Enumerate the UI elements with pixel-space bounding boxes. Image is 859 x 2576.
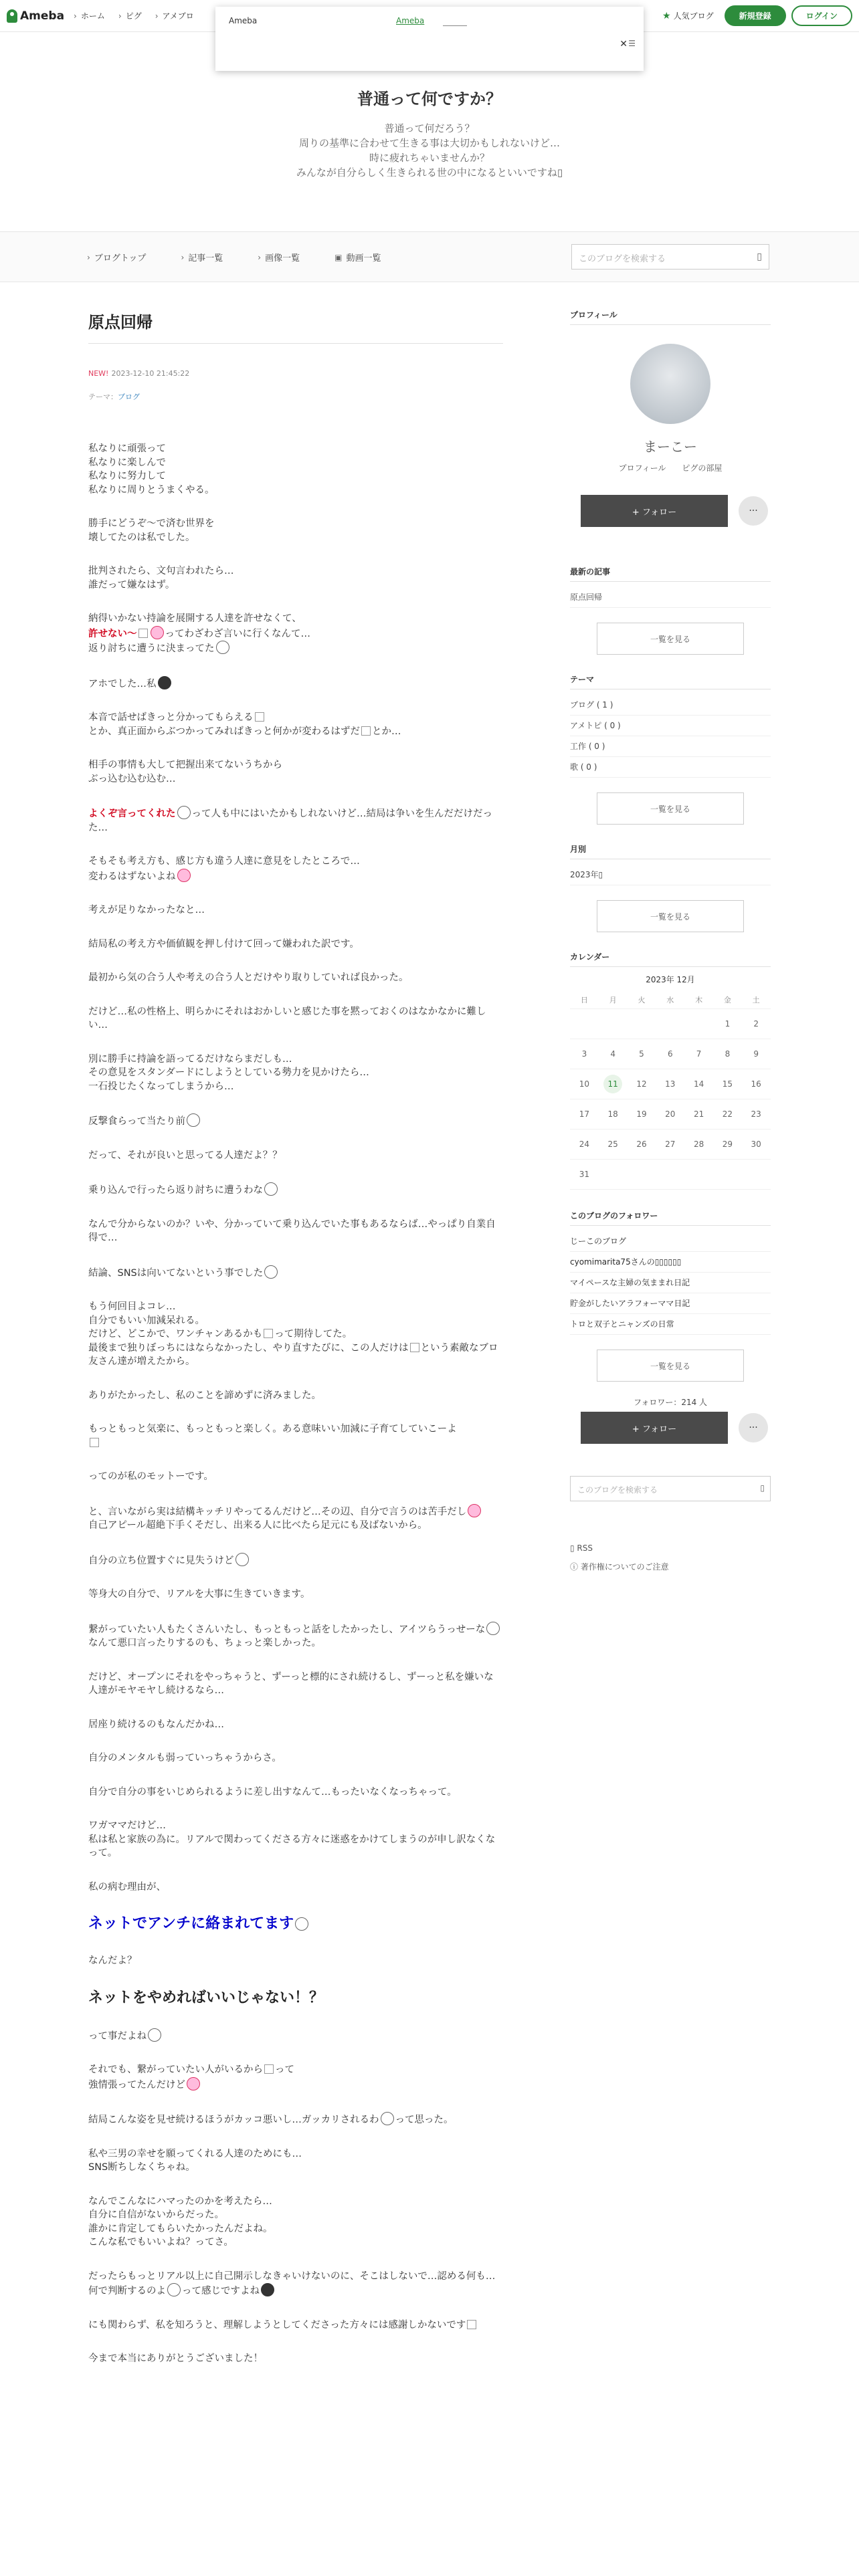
follow-row <box>581 495 768 527</box>
blog-description <box>0 121 859 180</box>
paragraph: 本音で話せばきっと分かってもらえる とか、真正面からぶつかってみればきっと何かが変わるはずだ とか… <box>88 712 401 737</box>
follow-button[interactable]: + フォロー <box>581 1412 728 1444</box>
view-all-button[interactable]: 一覧を見る <box>597 1350 744 1382</box>
calendar-day[interactable]: 26 <box>636 1140 647 1149</box>
calendar-weekday: 火 <box>638 995 646 1004</box>
theme-link[interactable]: 工作 ( 0 ) <box>570 736 771 757</box>
emoji-icon <box>468 1504 481 1517</box>
calendar-day[interactable]: 25 <box>607 1140 618 1149</box>
paragraph: 批判されたら、文句言われたら… 誰だって嫌なはず。 <box>88 566 234 591</box>
calendar-day[interactable]: 17 <box>579 1109 590 1119</box>
emoji-icon <box>158 676 171 689</box>
calendar-day[interactable]: 19 <box>636 1109 647 1119</box>
article <box>88 309 503 2386</box>
calendar-weekday: 木 <box>695 995 703 1004</box>
calendar-day[interactable]: 27 <box>665 1140 676 1149</box>
blog-desc-line: 時に疲れちゃいませんか？ <box>369 152 490 164</box>
calendar-weekday: 土 <box>752 995 760 1004</box>
overlay-brand: Ameba <box>229 16 258 25</box>
follower-link[interactable]: 貯金がしたいアラフォーママ日記 <box>570 1293 771 1314</box>
nav-blog-top[interactable] <box>87 251 146 263</box>
emoji-icon <box>148 2028 161 2042</box>
paragraph: 勝手にどうぞ〜で済む世界を 壊してたのは私でした。 <box>88 518 215 543</box>
paragraph: 結局こんな姿を見せ続けるほうがカッコ悪いし…ガッカリされるわ って思った。 <box>88 2112 503 2127</box>
calendar-day[interactable]: 5 <box>639 1049 644 1059</box>
calendar-weekday: 水 <box>666 995 674 1004</box>
global-nav <box>74 10 207 21</box>
nav-pigg[interactable]: › ピグ <box>118 10 142 21</box>
emphasis-heading: ネットをやめればいいじゃない！？ <box>88 1989 324 2006</box>
title-divider <box>88 343 503 344</box>
paragraph: にも関わらず、私を知ろうと、理解しようとしてくださった方々には感謝しかないです <box>88 2319 503 2333</box>
emoji-icon <box>295 1917 308 1931</box>
follower-link[interactable]: トロと双子とニャンズの日常 <box>570 1314 771 1335</box>
chevron-right-icon: › <box>181 252 185 262</box>
image-icon <box>255 712 264 722</box>
calendar-week-row <box>570 1009 771 1039</box>
register-button[interactable]: 新規登録 <box>725 5 786 26</box>
theme-link[interactable]: 歌 ( 0 ) <box>570 757 771 778</box>
paragraph: だけど…私の性格上、明らかにそれはおかしいと感じた事を黙っておくのはなかなかに難しい… <box>88 1006 486 1031</box>
calendar-day[interactable]: 4 <box>610 1049 616 1059</box>
paragraph: 結局私の考え方や価値観を押し付けて回って嫌われた訳です。 <box>88 938 359 950</box>
paragraph: と、言いながら実は結構キッチリやってるんだけど…その辺、自分で言うのは苦手だし 自己アピール超絶下手くそだし、出来る人に比べたら足元にも及ばないから。 <box>88 1504 503 1533</box>
calendar-day[interactable]: 6 <box>667 1049 673 1059</box>
follower-link[interactable]: じーこのブログ <box>570 1231 771 1252</box>
paragraph: 今まで本当にありがとうございました！ <box>88 2353 263 2364</box>
paragraph: だけど、オープンにそれをやっちゃうと、ずーっと標的にされ続けるし、ずーっと私を嫌いな人達がモヤモヤし続けるなら… <box>88 1671 494 1696</box>
overlay-link[interactable]: Ameba <box>396 16 425 25</box>
paragraph: なんだよ？ <box>88 1955 137 1966</box>
brand-name: Ameba <box>20 9 65 23</box>
nav-label: 動画一覧 <box>346 253 381 263</box>
paragraph: もう何回目よコレ… 自分でもいい加減呆れる。 だけど、どこかで、ワンチャンあるかも って期待してた。 最後まで独りぼっちにはならなかったし、やり直すたびに、この人だけは という素敵なブロ友さん達が増えたから。 <box>88 1301 498 1367</box>
login-button[interactable]: ログイン <box>791 5 852 26</box>
calendar-day[interactable]: 8 <box>725 1049 731 1059</box>
copyright-link[interactable]: ⓘ 著作権についてのご注意 <box>570 1562 669 1572</box>
calendar-weekday: 月 <box>609 995 617 1004</box>
paragraph: それでも、繋がっていたい人がいるから って 強情張ってたんだけど <box>88 2064 294 2090</box>
calendar-day[interactable]: 28 <box>693 1140 704 1149</box>
calendar-day[interactable]: 29 <box>722 1140 733 1149</box>
theme-heading: テーマ <box>570 673 771 689</box>
search-placeholder: このブログを検索する <box>577 1485 658 1495</box>
theme-label: テーマ： <box>88 393 118 401</box>
calendar-week-row <box>570 1039 771 1069</box>
view-all-button[interactable]: 一覧を見る <box>597 623 744 655</box>
sidebar <box>570 309 771 1576</box>
follow-button[interactable]: + フォロー <box>581 495 728 527</box>
calendar <box>570 990 771 1190</box>
image-icon <box>410 1343 419 1352</box>
nav-label: 画像一覧 <box>265 253 300 263</box>
theme-link[interactable]: ブログ ( 1 ) <box>570 695 771 716</box>
follower-link[interactable]: cyomimarita75さんの▯▯▯▯▯▯ <box>570 1252 771 1273</box>
article-date: 2023-12-10 21:45:22 <box>111 369 190 378</box>
chevron-right-icon: › <box>258 252 262 262</box>
paragraph: 自分の立ち位置すぐに見失うけど <box>88 1553 503 1568</box>
paragraph: 別に勝手に持論を語ってるだけならまだしも… その意見をスタンダードにしようとしている勢力を見かけたら… 一石投じたくなってしまうから… <box>88 1053 369 1092</box>
nav-home[interactable]: › ホーム <box>74 10 105 21</box>
calendar-day[interactable]: 18 <box>607 1109 618 1119</box>
paragraph: 居座り続けるのもなんだかね… <box>88 1719 224 1730</box>
calendar-week-row <box>570 1099 771 1130</box>
video-icon: ▣ <box>335 252 343 262</box>
emoji-icon <box>187 1113 200 1127</box>
emoji-icon <box>177 806 191 819</box>
article-body <box>88 442 503 2366</box>
paragraph: そもそも考え方も、感じ方も違う人達に意見をしたところで… 変わるはずないよね <box>88 856 360 882</box>
profile-name[interactable]: まーこー <box>644 439 697 455</box>
overlay-popup <box>215 7 644 71</box>
blog-header <box>0 86 859 180</box>
calendar-day[interactable]: 15 <box>722 1079 733 1089</box>
calendar-day[interactable]: 3 <box>581 1049 587 1059</box>
blog-search-input[interactable] <box>571 244 769 270</box>
emoji-icon <box>151 626 164 639</box>
article-title[interactable]: 原点回帰 <box>88 313 153 332</box>
nav-video-list[interactable] <box>335 251 381 263</box>
calendar-day[interactable]: 22 <box>722 1109 733 1119</box>
paragraph: 自分のメンタルも弱っていっちゃうからさ。 <box>88 1753 282 1763</box>
follower-count: フォロワー：214 人 <box>633 1398 708 1407</box>
recent-article-link[interactable]: 原点回帰 <box>570 587 771 608</box>
paragraph: 私なりに頑張って 私なりに楽しんで 私なりに努力して 私なりに周りとうまくやる。 <box>88 443 215 496</box>
calendar-weekday-row <box>570 990 771 1009</box>
emoji-icon <box>187 2077 200 2090</box>
emoji-icon <box>264 1182 278 1196</box>
paragraph: 繋がっていたい人もたくさんいたし、もっともっと話をしたかったし、アイツらうっせーななんて悪口言ったりするのも、ちょっと楽しかった。 <box>88 1622 503 1650</box>
calendar-day[interactable]: 9 <box>753 1049 759 1059</box>
star-icon: ★ <box>662 10 671 21</box>
rss-link[interactable]: ▯ RSS <box>570 1543 593 1553</box>
chevron-right-icon: › <box>87 252 90 262</box>
calendar-day[interactable]: 1 <box>725 1019 731 1029</box>
theme-link[interactable]: ブログ <box>118 393 140 401</box>
emoji-icon <box>235 1553 249 1566</box>
nav-label: ブログトップ <box>94 253 147 263</box>
calendar-day[interactable]: 10 <box>579 1079 590 1089</box>
rss-icon: ▯ <box>570 1543 577 1553</box>
followers-heading: このブログのフォロワー <box>570 1210 771 1226</box>
paragraph: 結論、SNSは向いてないという事でした <box>88 1265 503 1281</box>
top-right-actions <box>662 5 852 26</box>
popular-blog-link[interactable] <box>662 10 714 21</box>
calendar-weekday: 金 <box>723 995 731 1004</box>
profile-link[interactable]: プロフィール <box>618 463 666 473</box>
paragraph: なんで分からないのか？いや、分かっていて乗り込んでいた事もあるならば…やっぱり自業自得で… <box>88 1218 496 1243</box>
calendar-week-row <box>570 1130 771 1160</box>
paragraph: 相手の事情も大して把握出来てないうちから ぶっ込む込む込む… <box>88 760 282 784</box>
calendar-day[interactable]: 7 <box>696 1049 702 1059</box>
new-badge: NEW! <box>88 369 109 378</box>
image-icon <box>361 726 371 736</box>
blog-nav <box>0 231 859 282</box>
nav-ameblo[interactable]: › アメブロ <box>155 10 194 21</box>
calendar-day[interactable]: 16 <box>751 1079 761 1089</box>
paragraph: もっともっと気楽に、もっともっと楽しく。ある意味いい加減に子育てしていこーよ <box>88 1422 503 1450</box>
calendar-day[interactable]: 12 <box>636 1079 647 1089</box>
nav-article-list[interactable] <box>181 251 223 263</box>
nav-image-list[interactable] <box>258 251 300 263</box>
emoji-icon <box>167 2283 181 2296</box>
paragraph: 考えが足りなかったなと… <box>88 905 205 916</box>
nav-label: 記事一覧 <box>188 253 223 263</box>
calendar-day[interactable]: 21 <box>693 1109 704 1119</box>
ameba-logo[interactable] <box>7 9 64 23</box>
blog-desc-line: 周りの基準に合わせて生きる事は大切かもしれないけど… <box>298 137 560 149</box>
popular-blog-label: 人気ブログ <box>673 11 714 21</box>
paragraph: 乗り込んで行ったら返り討ちに遭うわな <box>88 1182 503 1198</box>
paragraph: って事だよね <box>88 2028 503 2044</box>
emoji-icon <box>261 2283 274 2296</box>
calendar-heading: カレンダー <box>570 951 771 967</box>
calendar-day[interactable]: 20 <box>665 1109 676 1119</box>
paragraph: 最初から気の合う人や考えの合う人とだけやり取りしていれば良かった。 <box>88 972 409 983</box>
image-icon <box>264 1329 273 1338</box>
image-icon <box>138 629 148 638</box>
monthly-heading: 月別 <box>570 843 771 859</box>
article-meta <box>88 369 503 378</box>
emoji-icon <box>216 641 229 654</box>
calendar-day[interactable]: 24 <box>579 1140 590 1149</box>
calendar-day[interactable]: 30 <box>751 1140 761 1149</box>
calendar-week-row <box>570 1069 771 1099</box>
emoji-icon <box>177 869 191 882</box>
follow-row-bottom <box>581 1412 768 1444</box>
paragraph: 納得いかない持論を展開する人達を許せなくて、 許せない〜 ってわざわざ言いに行くなんて… 返り討ちに遭うに決まってた <box>88 613 310 654</box>
search-icon[interactable]: ▯ <box>757 251 762 262</box>
search-placeholder: このブログを検索する <box>579 254 666 264</box>
paragraph: アホでした…私 <box>88 676 503 691</box>
emphasis-heading: ネットでアンチに絡まれてます <box>88 1914 503 1934</box>
article-theme <box>88 391 503 402</box>
paragraph: だって、それが良いと思ってる人達だよ？？ <box>88 1150 282 1161</box>
overlay-divider <box>443 25 467 26</box>
paragraph: ってのが私のモットーです。 <box>88 1471 213 1482</box>
image-icon <box>264 2064 274 2074</box>
view-all-button[interactable]: 一覧を見る <box>597 900 744 932</box>
paragraph: 私の病む理由が、 <box>88 1881 166 1893</box>
theme-link[interactable]: アメトピ ( 0 ) <box>570 716 771 736</box>
paragraph: ありがたかったし、私のことを諦めずに済みました。 <box>88 1390 321 1401</box>
follower-link[interactable]: マイペースな主婦の気ままれ日記 <box>570 1273 771 1293</box>
paragraph: 等身大の自分で、リアルを大事に生きていきます。 <box>88 1589 310 1600</box>
emoji-icon <box>381 2112 394 2125</box>
profile-heading: プロフィール <box>570 309 771 325</box>
search-icon[interactable]: ▯ <box>760 1483 765 1493</box>
sidebar-search-input[interactable] <box>570 1476 771 1501</box>
info-icon: ⓘ <box>570 1562 581 1572</box>
recent-heading: 最新の記事 <box>570 566 771 582</box>
calendar-day[interactable]: 13 <box>665 1079 676 1089</box>
more-icon[interactable]: ··· <box>739 1413 768 1442</box>
image-icon <box>467 2320 476 2329</box>
blog-title[interactable]: 普通って何ですか？ <box>357 90 502 108</box>
paragraph: 自分で自分の事をいじめられるように差し出すなんて…もったいなくなっちゃって。 <box>88 1786 457 1798</box>
calendar-day[interactable]: 11 <box>599 1075 628 1093</box>
paragraph: なんでこんなにハマったのかを考えたら… 自分に自信がないからだった。 誰かに肯定してもらいたかったんだよね。 こんな私でもいいよね？ってさ。 <box>88 2195 273 2248</box>
blog-desc-line: みんなが自分らしく生きられる世の中になるといいですね▯ <box>296 167 563 179</box>
calendar-day[interactable]: 23 <box>751 1109 761 1119</box>
avatar[interactable] <box>630 344 710 424</box>
paragraph: 私や三男の幸せを願ってくれる人達のためにも… SNS断ちしなくちゃね。 <box>88 2148 302 2173</box>
ameba-logo-icon <box>7 9 17 23</box>
menu-icon[interactable]: ☰ <box>628 39 636 48</box>
paragraph: だったらもっとリアル以上に自己開示しなきゃいけないのに、そこはしないで…認める何も…何で判断するのよ って感じですよね <box>88 2270 496 2296</box>
paragraph: 反撃食らって当たり前 <box>88 1113 503 1129</box>
calendar-day[interactable]: 14 <box>693 1079 704 1089</box>
calendar-day[interactable]: 2 <box>753 1019 759 1029</box>
paragraph: ワガママだけど… 私は私と家族の為に。リアルで関わってくださる方々に迷惑をかけてしまうのが申し訳なくなって。 <box>88 1820 496 1858</box>
paragraph: よくぞ言ってくれた って人も中にはいたかもしれないけど…結局は争いを生んだだけだった… <box>88 806 503 835</box>
emoji-icon <box>486 1622 500 1635</box>
calendar-day[interactable]: 31 <box>579 1170 590 1179</box>
blog-desc-line: 普通って何だろう？ <box>384 122 475 134</box>
calendar-weekday: 日 <box>580 995 588 1004</box>
more-icon[interactable]: ··· <box>739 496 768 526</box>
calendar-month-title: 2023年 12月 <box>646 975 695 984</box>
view-all-button[interactable]: 一覧を見る <box>597 792 744 825</box>
close-icon[interactable]: ✕ <box>619 39 628 49</box>
month-link[interactable]: 2023年▯ <box>570 865 771 885</box>
image-icon <box>90 1438 99 1447</box>
emoji-icon <box>264 1265 278 1279</box>
pigg-room-link[interactable]: ピグの部屋 <box>682 463 723 473</box>
calendar-week-row <box>570 1160 771 1190</box>
profile-links <box>570 462 771 473</box>
